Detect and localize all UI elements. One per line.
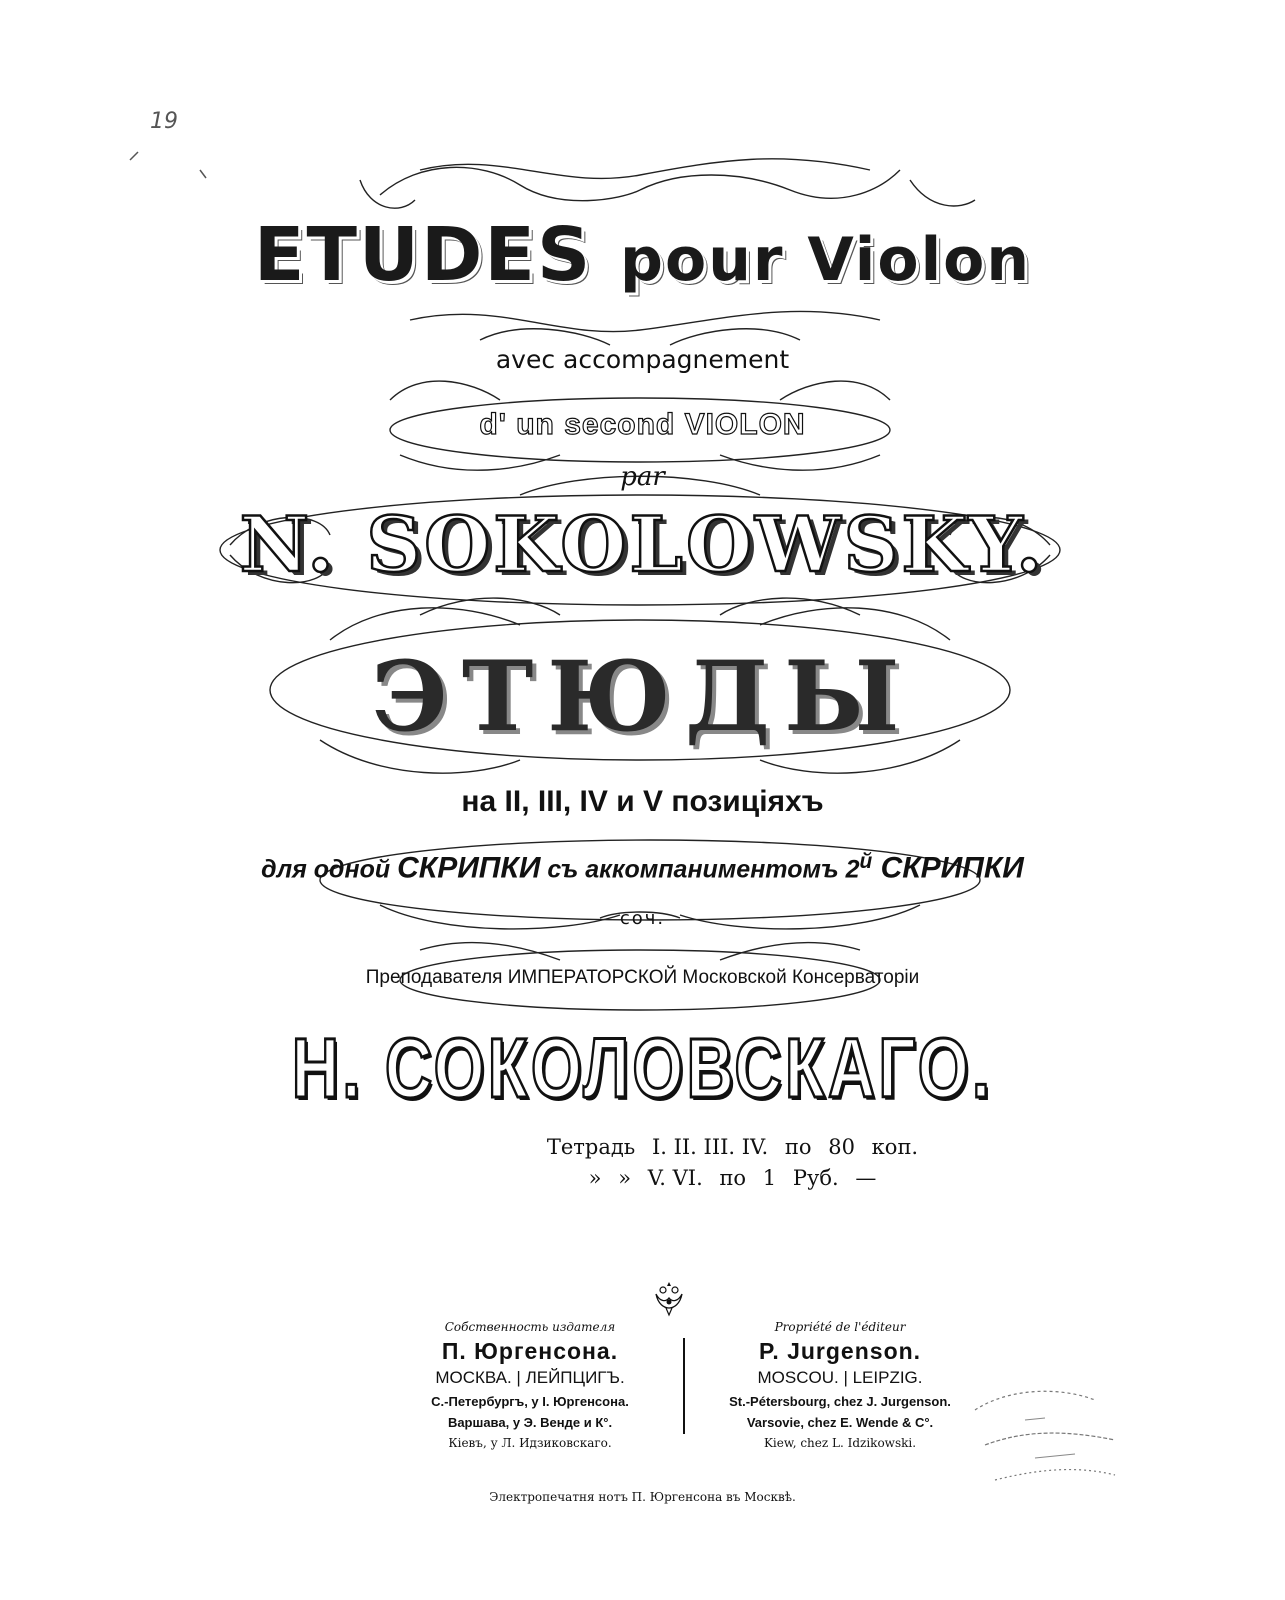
teacher-line: Преподавателя ИМПЕРАТОРСКОЙ Московской Консерваторіи	[365, 967, 920, 988]
price-1-amount: 80	[828, 1135, 855, 1159]
printer-footer: Электропечатня нотъ П. Юргенсона въ Москвѣ.	[489, 1490, 796, 1504]
for-violin-text-b: СКРИПКИ	[397, 851, 541, 885]
publisher-fr-ownership: Propriété de l'éditeur	[774, 1320, 906, 1334]
opus-label: соч.	[619, 908, 666, 929]
price-2-ditto-b: »	[618, 1166, 632, 1190]
for-violin-text-a: для одной	[261, 855, 398, 884]
publisher-french	[690, 1320, 990, 1450]
title-french	[0, 212, 1285, 298]
title-pour-violon: pour Violon	[620, 225, 1032, 295]
publisher-russian	[380, 1320, 680, 1450]
publisher-ru-ownership: Собственность издателя	[444, 1320, 616, 1334]
library-stamp-icon	[965, 1370, 1125, 1500]
publisher-divider	[683, 1338, 685, 1434]
price-2-volumes: V. VI.	[647, 1166, 703, 1190]
price-1-volumes: I. II. III. IV.	[651, 1135, 769, 1159]
price-line-2	[0, 1166, 1285, 1190]
for-violin-line	[0, 850, 1285, 885]
price-2-ditto-a: »	[588, 1166, 602, 1190]
subtitle-accompaniment: avec accompagnement	[495, 345, 790, 374]
price-1-unit: коп.	[871, 1135, 919, 1159]
for-violin-text-d: СКРИПКИ	[872, 851, 1024, 885]
publisher-ru-line2: Варшава, у Э. Венде и К°.	[447, 1415, 613, 1430]
price-1-label: Тетрадь	[546, 1135, 636, 1159]
pencil-annotation	[110, 100, 230, 200]
pencil-note-text: 19	[150, 109, 178, 134]
composer-name-russian: Н. СОКОЛОВСКАГО.	[291, 1021, 994, 1115]
price-2-dash: —	[855, 1166, 877, 1190]
title-russian: ЭТЮДЫ	[371, 640, 914, 753]
par-label: par	[620, 462, 665, 492]
composer-name-french: N. SOKOLOWSKY.	[239, 500, 1046, 589]
publisher-fr-name: P. Jurgenson.	[758, 1338, 922, 1364]
price-2-po: по	[719, 1166, 747, 1190]
publisher-ru-line1: С.-Петербургъ, у I. Юргенсона.	[431, 1394, 629, 1409]
price-line-1	[0, 1135, 1285, 1159]
publisher-fr-line2: Varsovie, chez E. Wende & C°.	[746, 1415, 934, 1430]
publisher-fr-city: MOSCOU. | LEIPZIG.	[757, 1368, 923, 1387]
for-violin-text-c: съ аккомпаниментомъ 2	[540, 855, 860, 884]
publisher-fr-line1: St.-Pétersbourg, chez J. Jurgenson.	[729, 1394, 951, 1409]
positions-line: на II, III, IV и V позиціяхъ	[461, 785, 824, 818]
publisher-fr-line3: Kiew, chez L. Idzikowski.	[763, 1436, 917, 1450]
subtitle-second-violin: d' un second VIOLON	[479, 408, 806, 441]
title-etudes: ETUDES	[253, 212, 593, 298]
price-2-amount: 1	[762, 1166, 777, 1190]
publisher-ru-city: МОСКВА. | ЛЕЙПЦИГЪ.	[435, 1368, 625, 1387]
double-headed-eagle-icon	[652, 1278, 686, 1318]
price-1-po: по	[784, 1135, 812, 1159]
price-2-unit: Руб.	[792, 1166, 839, 1190]
publisher-ru-name: П. Юргенсона.	[441, 1338, 619, 1364]
for-violin-superscript: й	[859, 850, 873, 873]
publisher-ru-line3: Кіевъ, у Л. Идзиковскаго.	[448, 1436, 612, 1450]
